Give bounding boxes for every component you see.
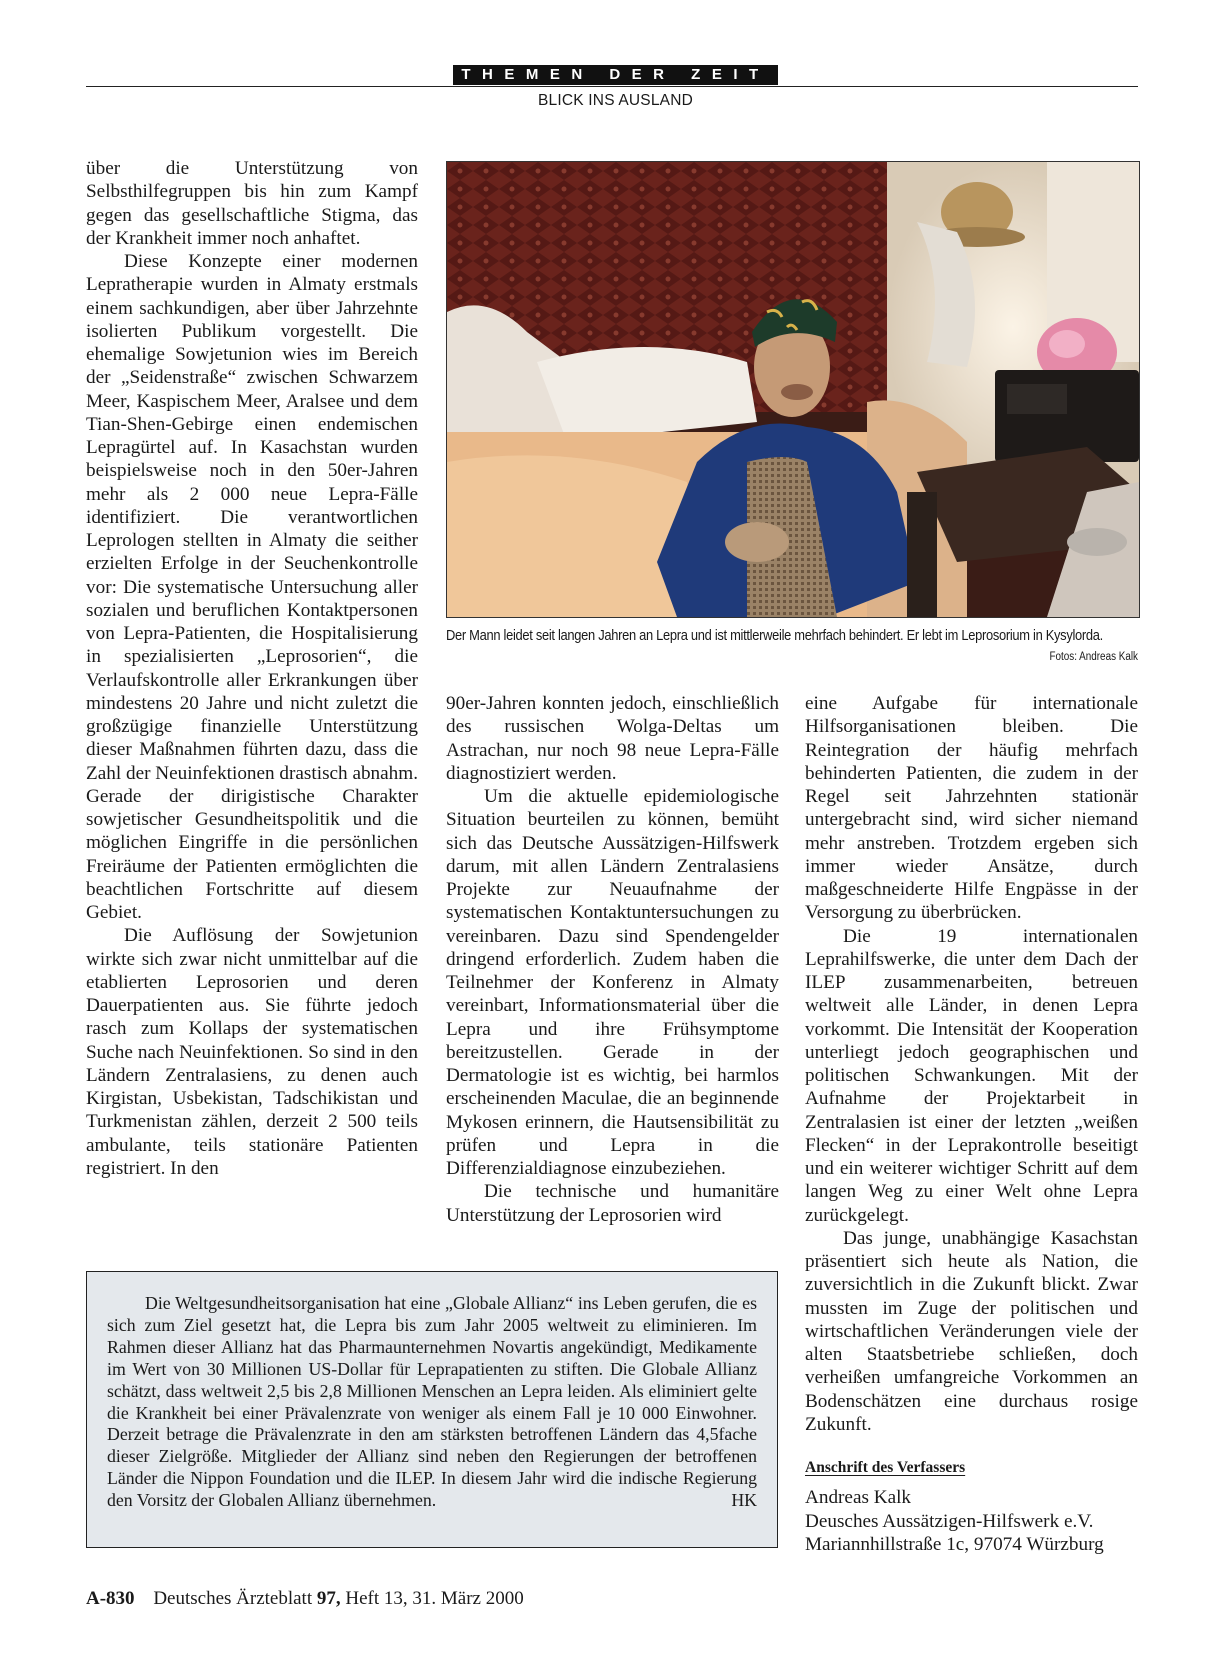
journal-issue: Heft 13, 31. März 2000 bbox=[345, 1588, 524, 1609]
author-street: Mariannhillstraße 1c, 97074 Würzburg bbox=[805, 1534, 1104, 1555]
paragraph: Um die aktuelle epidemiologische Situation beurteilen zu können, bemüht sich das Deutsche Aussätzigen-Hilfswerk darum, mit allen Ländern Zentralasiens Projekte zur Neuaufnahme der systematischen Kontaktuntersuchungen zu vereinbaren. Dazu sind Spendengelder dringend erforderlich. Zudem haben die Teilnehmer der Konferenz in Almaty vereinbart, Informationsmaterial über die Lepra und ihre Frühsymptome bereitzustellen. Gerade in der Dermatologie ist es wichtig, bei harmlos erscheinenden Maculae, die an beginnende Mykosen erinnern, die Hautsensibilität zu prüfen und Lepra in die Differenzialdiagnose einzubeziehen. bbox=[446, 786, 779, 1179]
page-footer bbox=[86, 1588, 524, 1610]
article-column-3 bbox=[805, 692, 1138, 1436]
article-photo bbox=[446, 161, 1140, 618]
article-column-1 bbox=[86, 157, 418, 1180]
caption-text: Der Mann leidet seit langen Jahren an Lepra und ist mittlerweile mehrfach behindert. Er lebt im Leprosorium in Kysylorda. bbox=[446, 627, 1103, 644]
info-box bbox=[86, 1271, 778, 1548]
photo-illustration bbox=[447, 162, 1139, 617]
paragraph: Die Auflösung der Sowjetunion wirkte sich zwar nicht unmittelbar auf die etablierten Leprosorien und deren Dauerpatienten aus. Sie führte jedoch rasch zum Kollaps der systematischen Suche nach Neuinfektionen. So sind in den Ländern Zentralasiens, zu denen auch Kirgistan, Usbekistan, Tadschikistan und Turkmenistan zählen, derzeit 2 500 teils ambulante, teils stationäre Patienten registriert. In den bbox=[86, 925, 418, 1179]
author-organization: Deusches Aussätzigen-Hilfswerk e.V. bbox=[805, 1510, 1094, 1532]
journal-name: Deutsches Ärzteblatt bbox=[153, 1588, 313, 1609]
paragraph: über die Unterstützung von Selbsthilfegruppen bis hin zum Kampf gegen das gesellschaftliche Stigma, das der Krankheit immer noch anhaftet. bbox=[86, 158, 418, 249]
author-heading: Anschrift des Verfassers bbox=[805, 1459, 966, 1476]
paragraph: Die technische und humanitäre Unterstützung der Leprosorien wird bbox=[446, 1181, 779, 1226]
author-name: Andreas Kalk bbox=[805, 1487, 912, 1508]
info-box-text bbox=[107, 1293, 757, 1512]
paragraph: Diese Konzepte einer modernen Lepratherapie wurden in Almaty erstmals einem sachkundigen, aber über Jahrzehnte isolierten Publikum vorgestellt. Die ehemalige Sowjetunion wies im Bereich der „Seidenstraße“ zwischen Schwarzem Meer, Kaspischem Meer, Aralsee und dem Tian-Shen-Gebirge einen endemischen Lepragürtel auf. In Kasachstan wurden beispielsweise noch in den 50er-Jahren mehr als 2 000 neue Lepra-Fälle identifiziert. Die verantwortlichen Leprologen stellten in Almaty die seither erzielten Erfolge in der Seuchenkontrolle vor: Die systematische Untersuchung aller sozialen und beruflichen Kontaktpersonen von Lepra-Patienten, die Hospitalisierung in spezialisierten „Leprosorien“, die Verlaufskontrolle aller Erkrankungen über mindestens 20 Jahre und nicht zuletzt die großzügige finanzielle Unterstützung dieser Maßnahmen führten dazu, dass die Zahl der Neuinfektionen drastisch abnahm. Gerade der dirigistische Charakter sowjetischer Gesundheitspolitik und die möglichen Eingriffe in die persönlichen Freiräume der Patienten ermöglichten die beachtlichen Fortschritte auf diesem Gebiet. bbox=[86, 251, 418, 923]
paragraph: 90er-Jahren konnten jedoch, einschließlich des russischen Wolga-Deltas um Astrachan, nur noch 98 neue Lepra-Fälle diagnostiziert werden. bbox=[446, 693, 779, 784]
author-address bbox=[805, 1486, 1145, 1557]
subsection-title: BLICK INS AUSLAND bbox=[537, 92, 693, 109]
info-box-body: Die Weltgesundheitsorganisation hat eine „Globale Allianz“ ins Leben gerufen, die es sich zum Ziel gesetzt hat, die Lepra bis zum Jahr 2005 weltweit zu eliminieren. Im Rahmen dieser Allianz hat das Pharmaunternehmen Novartis angekündigt, Medikamente im Wert von 30 Millionen US-Dollar für Leprapatienten zu stiften. Die Globale Allianz schätzt, dass weltweit 2,5 bis 2,8 Millionen Menschen an Lepra leiden. Als eliminiert gelte die Krankheit bei einer Prävalenzrate von weniger als einem Fall je 10 000 Einwohner. Derzeit betrage die Prävalenzrate in den am stärksten betroffenen Ländern das 4,5fache dieser Zielgröße. Mitglieder der Allianz sind neben den Regierungen der betroffenen Länder die Nippon Foundation und die ILEP. In diesem Jahr wird die indische Regierung den Vorsitz der Globalen Allianz übernehmen. bbox=[107, 1293, 757, 1511]
paragraph: Die 19 internationalen Leprahilfswerke, die unter dem Dach der ILEP zusammenarbeiten, betreuen weltweit alle Länder, in denen Lepra vorkommt. Die Intensität der Kooperation unterliegt jedoch geographischen und politischen Schwankungen. Mit der Aufnahme der Projektarbeit in Zentralasien ist einer der letzten „weißen Flecken“ in der Leprakontrolle beseitigt und ein weiterer wichtiger Schritt auf dem langen Weg zu einer Welt ohne Lepra zurückgelegt. bbox=[805, 925, 1138, 1226]
article-column-2 bbox=[446, 692, 779, 1227]
page-number: A-830 bbox=[86, 1588, 135, 1609]
header-rule bbox=[86, 86, 1138, 87]
section-banner: THEMEN DER ZEIT bbox=[453, 65, 778, 85]
paragraph: Das junge, unabhängige Kasachstan präsentiert sich heute als Nation, die zuversichtlich in die Zukunft blickt. Zwar mussten im Zuge der politischen und wirtschaftlichen Veränderungen viele der alten Staatsbetriebe schließen, doch verheißen umfangreiche Vorkommen an Bodenschätzen eine durchaus rosige Zukunft. bbox=[805, 1227, 1138, 1435]
photo-caption bbox=[446, 626, 1103, 646]
photo-credit: Fotos: Andreas Kalk bbox=[1049, 651, 1138, 663]
journal-volume: 97, bbox=[316, 1588, 341, 1609]
paragraph: eine Aufgabe für internationale Hilfsorganisationen bleiben. Die Reintegration der häufig mehrfach behinderten Patienten, die zudem in der Regel seit Jahrzehnten stationär untergebracht sind, wird sicher niemand mehr anstreben. Trotzdem ergeben sich immer wieder Ansätze, durch maßgeschneiderte Hilfe Engpässe in der Versorgung zu überbrücken. bbox=[805, 693, 1138, 924]
info-box-signature: HK bbox=[731, 1490, 757, 1511]
